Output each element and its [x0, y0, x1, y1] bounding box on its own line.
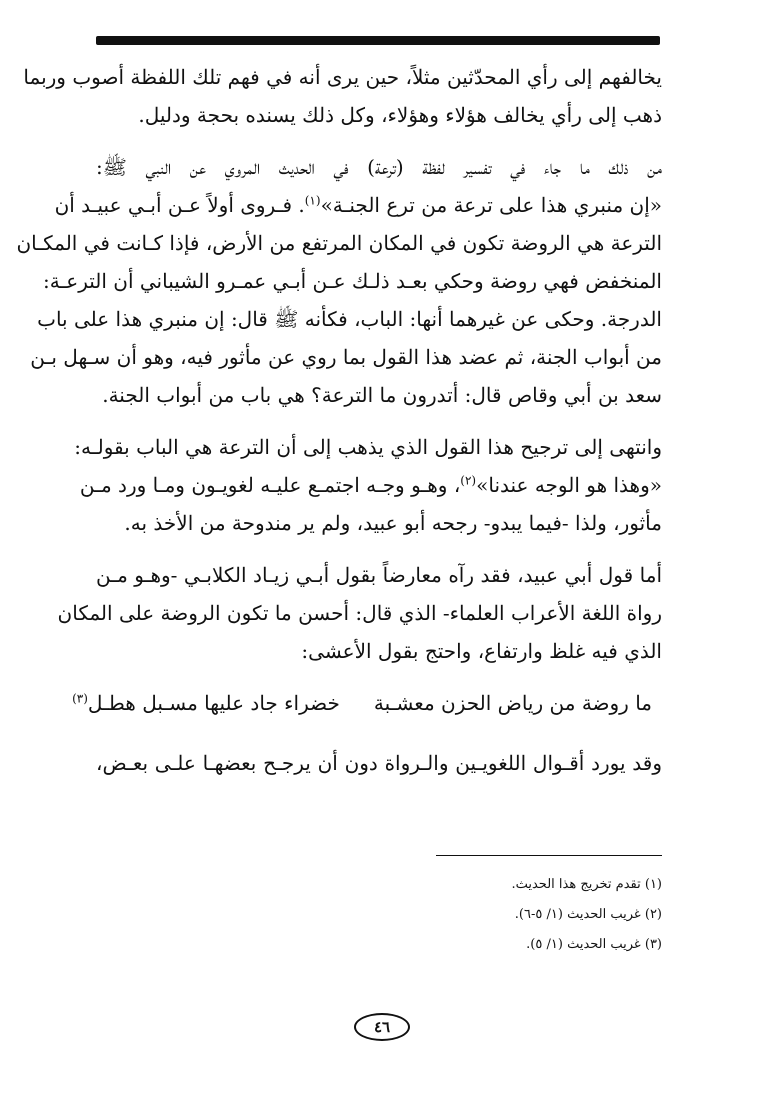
text-line: من ذلك ما جاء في تفسير لفظة (ترعة) في الحديث المروي عن النبي ﷺ:: [96, 155, 662, 179]
paragraph-5: [96, 744, 662, 782]
footnote-2: (٢) غريب الحديث (١/ ٥-٦).: [514, 907, 662, 922]
text-line: الدرجة. وحكى عن غيرهما أنها: الباب، فكأنه ﷺ قال: إن منبري هذا على باب: [37, 307, 662, 331]
text-line: يخالفهم إلى رأي المحدّثين مثلاً، حين يرى أنه في فهم تلك اللفظة أصوب وربما: [23, 65, 662, 89]
text-line: سعد بن أبي وقاص قال: أتدرون ما الترعة؟ هي باب من أبواب الجنة.: [102, 383, 662, 407]
footnote-reference: (٢): [460, 473, 477, 488]
verse-second-text: خضراء جاد عليها مسـبل هطـل: [87, 691, 340, 715]
text-line: رواة اللغة الأعراب العلماء- الذي قال: أحسن ما تكون الروضة على المكان: [57, 601, 662, 625]
footnote-reference: (٣): [72, 691, 88, 706]
main-text: [16, 58, 662, 796]
text-line: الترعة هي الروضة تكون في المكان المرتفع من الأرض، فإذا كـانت في المكـان: [16, 231, 662, 255]
page-number: ٤٦: [354, 1013, 410, 1041]
footnote-separator: [436, 855, 662, 856]
header-rule: [96, 36, 660, 45]
paragraph-3: [74, 428, 662, 542]
footnote-1: (١) تقدم تخريج هذا الحديث.: [511, 877, 662, 892]
text-line: وانتهى إلى ترجيح هذا القول الذي يذهب إلى أن الترعة هي الباب بقولـه:: [74, 435, 662, 459]
verse-second-hemistich: [72, 684, 340, 722]
text-line: ذهب إلى رأي يخالف هؤلاء وهؤلاء، وكل ذلك يسنده بحجة ودليل.: [138, 103, 662, 127]
poetry-verse: [72, 684, 662, 722]
text-line: الذي فيه غلظ وارتفاع، واحتج بقول الأعشى:: [301, 639, 662, 663]
verse-first-hemistich: ما روضة من رياض الحزن معشـبة: [373, 691, 652, 715]
footnote-3: (٣) غريب الحديث (١/ ٥).: [526, 937, 662, 952]
text-line: «وهذا هو الوجه عندنا»$^{(٢)}$، وهـو وجـه اجتمـع عليـه لغويـون ومـا ورد مـن: [79, 473, 662, 497]
text-line: المنخفض فهي روضة وحكي بعـد ذلـك عـن أبـي عمـرو الشيباني أن الترعـة:: [42, 269, 662, 293]
text-line: مأثور، ولذا -فيما يبدو- رجحه أبو عبيد، ولم ير مندوحة من الأخذ به.: [124, 511, 662, 535]
footnote-reference: (١): [304, 193, 321, 208]
text-line: أما قول أبي عبيد، فقد رآه معارضاً بقول أبـي زيـاد الكلابـي -وهـو مـن: [96, 563, 662, 587]
text-line: «إن منبري هذا على ترعة من ترع الجنـة»$^{(١)}$. فـروى أولاً عـن أبـي عبيـد أن: [54, 193, 662, 217]
text-line: من أبواب الجنة، ثم عضد هذا القول بما روي عن مأثور فيه، وهو أن سـهل بـن: [30, 345, 662, 369]
paragraph-1: [23, 58, 662, 134]
footnotes: [96, 870, 662, 960]
paragraph-4: [57, 556, 662, 670]
paragraph-2: [16, 148, 662, 414]
text-line: وقد يورد أقـوال اللغويـين والـرواة دون أن يرجـح بعضهـا علـى بعـض،: [96, 751, 662, 775]
